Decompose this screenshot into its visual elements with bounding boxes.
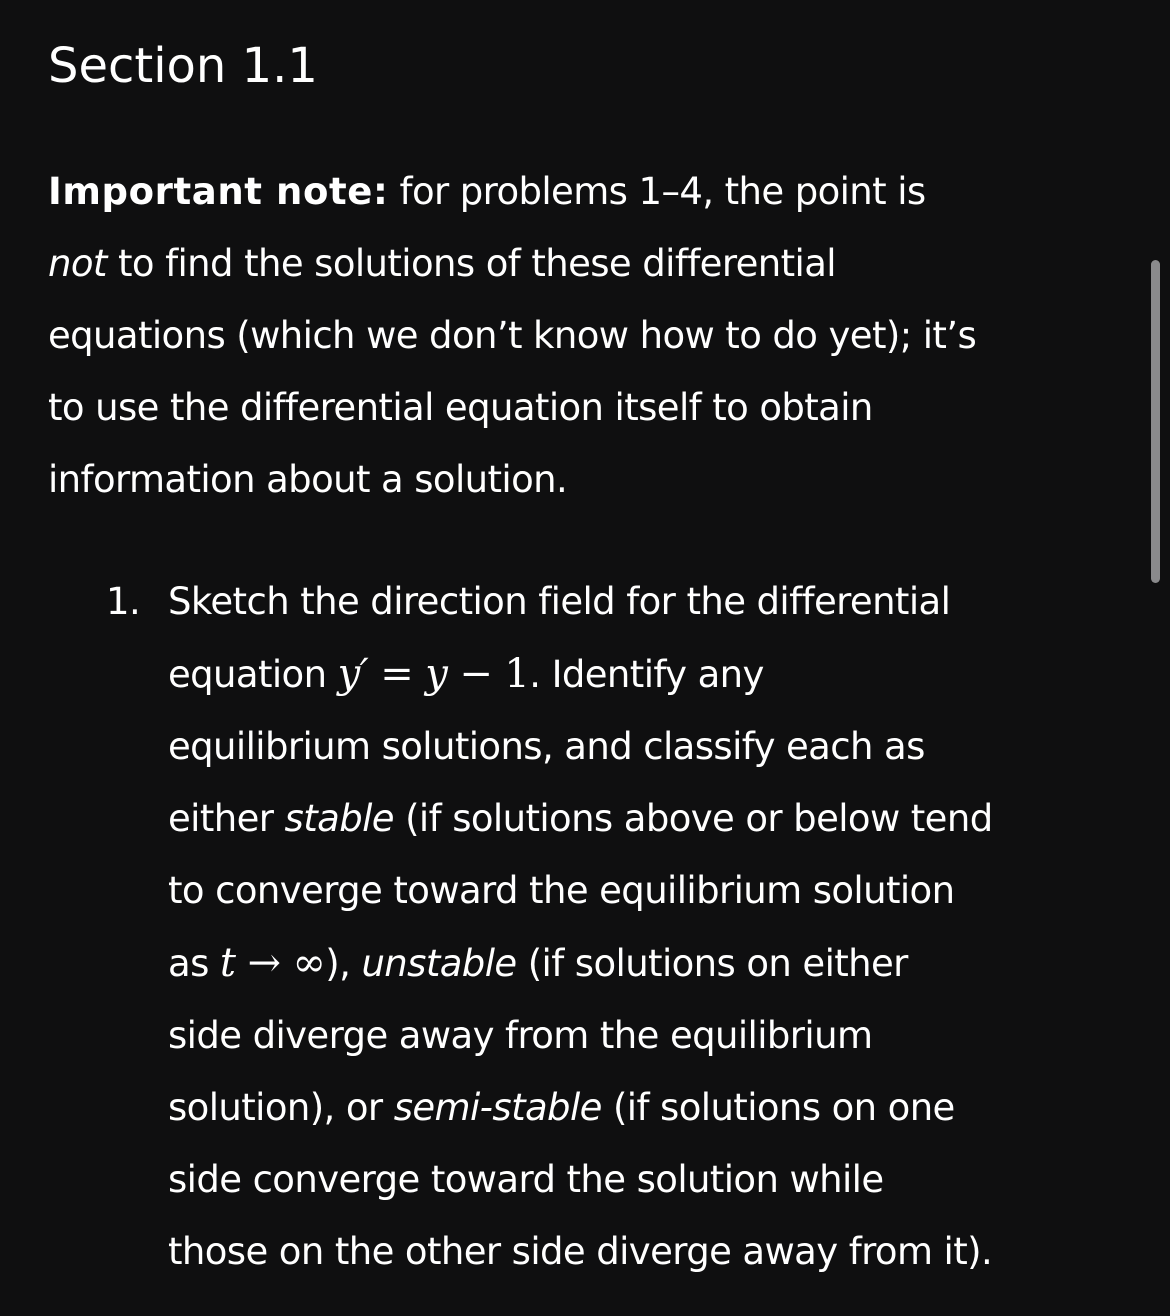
problem-line-6-mid: ), xyxy=(325,942,362,985)
math-minus-one: − 1 xyxy=(447,651,530,697)
math-y: y xyxy=(425,651,448,697)
problem-line-1: Sketch the direction field for the differential xyxy=(168,580,951,623)
problem-line-6-pre: as xyxy=(168,942,220,985)
important-note xyxy=(48,156,1138,516)
note-line-1-text: for problems 1–4, the point is xyxy=(388,170,926,213)
math-arrow-infinity: → ∞ xyxy=(235,940,326,986)
note-line-2-text: to find the solutions of these differential xyxy=(106,242,836,285)
note-label: Important note: xyxy=(48,170,389,213)
note-line-4: to use the differential equation itself to obtain xyxy=(48,386,873,429)
math-equals: = xyxy=(368,651,426,697)
problem-line-8 xyxy=(168,1072,1158,1144)
note-line-1 xyxy=(48,156,1138,228)
term-stable: stable xyxy=(284,797,394,840)
problem-line-2-post: . Identify any xyxy=(529,653,764,696)
problem-line-4 xyxy=(168,783,1158,855)
problem-line-5: to converge toward the equilibrium solution xyxy=(168,869,955,912)
problem-line-8-post: (if solutions on one xyxy=(601,1086,955,1129)
problem-line-4-post: (if solutions above or below tend xyxy=(393,797,993,840)
problem-line-3: equilibrium solutions, and classify each as xyxy=(168,725,925,768)
note-emphasis-not: not xyxy=(48,242,107,285)
problem-line-9: side converge toward the solution while xyxy=(168,1158,884,1201)
problem-line-4-pre: either xyxy=(168,797,285,840)
problem-line-8-pre: solution), or xyxy=(168,1086,394,1129)
term-unstable: unstable xyxy=(361,942,517,985)
problem-line-10: those on the other side diverge away from it). xyxy=(168,1230,993,1273)
math-t: t xyxy=(219,940,236,986)
term-semi-stable: semi-stable xyxy=(393,1086,602,1129)
problem-line-7: side diverge away from the equilibrium xyxy=(168,1014,873,1057)
note-line-3: equations (which we don’t know how to do yet); it’s xyxy=(48,314,977,357)
problem-line-6 xyxy=(168,927,1158,1000)
math-y-prime: y′ xyxy=(337,651,369,697)
problem-line-2-pre: equation xyxy=(168,653,338,696)
problem-line-6-post: (if solutions on either xyxy=(516,942,908,985)
note-line-2 xyxy=(48,228,1138,300)
scrollbar-thumb[interactable] xyxy=(1151,260,1160,583)
problem-line-2 xyxy=(168,638,1158,711)
problem-number: 1. xyxy=(106,580,141,623)
note-line-5: information about a solution. xyxy=(48,458,568,501)
section-heading: Section 1.1 xyxy=(48,38,318,94)
problem-body xyxy=(168,566,1158,1288)
